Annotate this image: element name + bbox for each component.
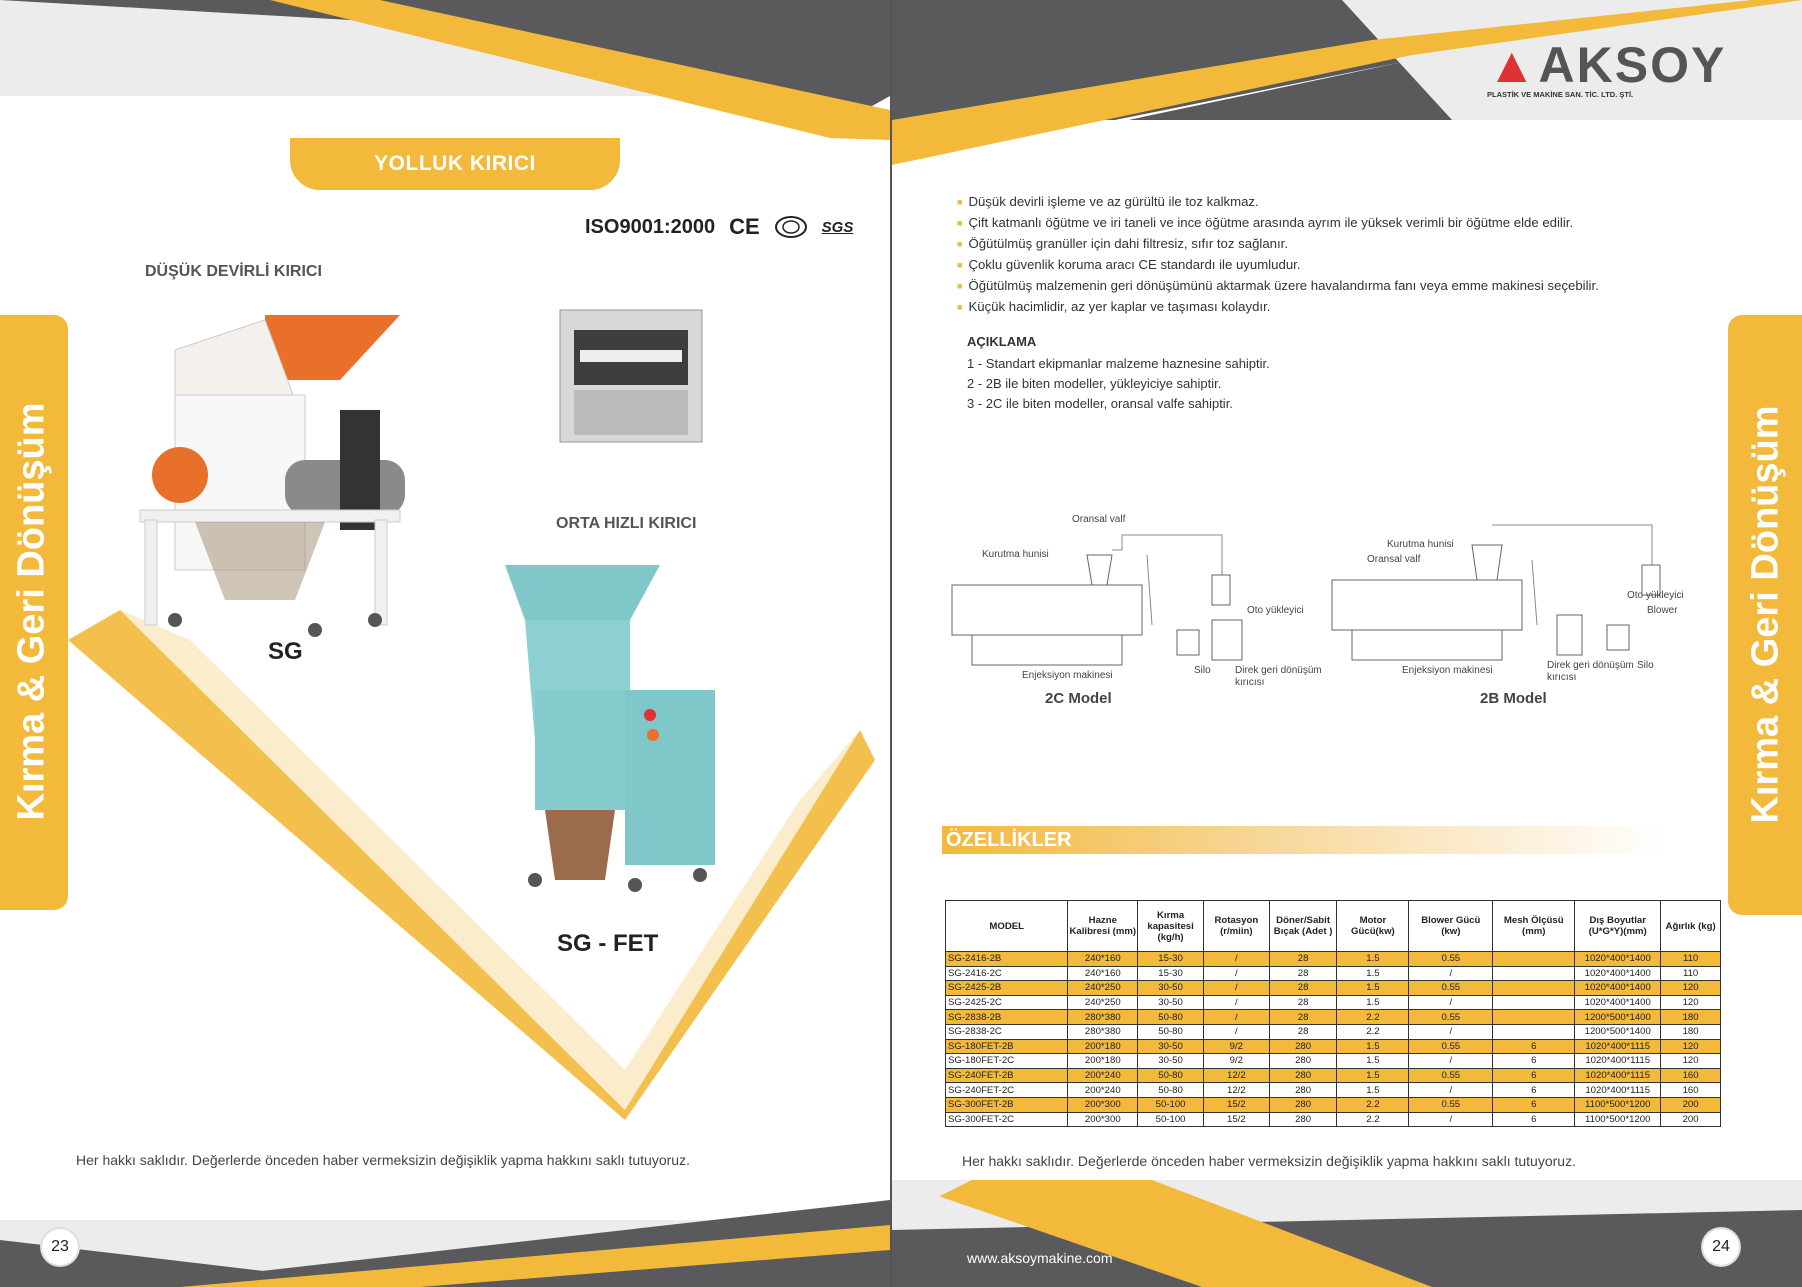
page-title: YOLLUK KIRICI [290, 138, 620, 190]
table-cell: 110 [1661, 966, 1721, 981]
ce-mark: CE [729, 214, 760, 239]
logo-name: AKSOY [1538, 37, 1727, 93]
table-cell: 12/2 [1203, 1068, 1269, 1083]
table-row [946, 952, 1721, 967]
table-cell [1493, 966, 1575, 981]
table-cell: 120 [1661, 995, 1721, 1010]
table-cell: 1020*400*1400 [1575, 966, 1661, 981]
th-model: MODEL [946, 901, 1068, 952]
table-cell: / [1409, 995, 1493, 1010]
table-cell: 1.5 [1337, 952, 1409, 967]
table-cell: 15-30 [1138, 966, 1204, 981]
table-cell: 2.2 [1337, 1024, 1409, 1039]
table-cell: 240*250 [1068, 981, 1138, 996]
table-row [946, 1083, 1721, 1098]
table-cell: 200*300 [1068, 1097, 1138, 1112]
table-cell: 6 [1493, 1039, 1575, 1054]
table-cell: 15-30 [1138, 952, 1204, 967]
table-cell: 280 [1269, 1112, 1337, 1127]
model-label-sgfet: SG - FET [557, 930, 659, 957]
table-cell: 1020*400*1115 [1575, 1039, 1661, 1054]
table-cell: 1200*500*1400 [1575, 1010, 1661, 1025]
diagram-2c [947, 505, 1322, 690]
left-page-decoration [0, 0, 890, 1287]
table-cell: 28 [1269, 1010, 1337, 1025]
right-side-band [1728, 315, 1802, 915]
left-footer-note: Her hakkı saklıdır. Değerlerde önceden haber vermeksizin değişiklik yapma hakkını saklı tutuyoruz. [76, 1152, 690, 1168]
diag2b-silo: Silo [1637, 660, 1654, 671]
table-cell: 120 [1661, 1039, 1721, 1054]
table-cell: SG-240FET-2C [946, 1083, 1068, 1098]
diag2c-oransal: Oransal valf [1072, 514, 1126, 525]
table-row [946, 1039, 1721, 1054]
table-cell: 160 [1661, 1083, 1721, 1098]
table-cell: 28 [1269, 995, 1337, 1010]
table-cell: 120 [1661, 981, 1721, 996]
logo-triangle-icon: ▲ [1487, 37, 1539, 93]
th-hazne: Hazne Kalibresi (mm) [1068, 901, 1138, 952]
table-cell: 280*380 [1068, 1010, 1138, 1025]
table-cell: 15/2 [1203, 1112, 1269, 1127]
table-cell: 6 [1493, 1097, 1575, 1112]
left-side-band [0, 315, 68, 910]
diag2c-silo: Silo [1194, 665, 1211, 676]
diag2c-oto: Oto yükleyici [1247, 605, 1304, 616]
table-cell: 50-80 [1138, 1010, 1204, 1025]
diag2c-enjeksiyon: Enjeksiyon makinesi [1022, 670, 1113, 681]
table-cell: 1.5 [1337, 981, 1409, 996]
table-cell: 0.55 [1409, 1097, 1493, 1112]
table-cell: SG-240FET-2B [946, 1068, 1068, 1083]
table-cell [1493, 952, 1575, 967]
table-header-row [946, 901, 1721, 952]
table-cell: 200*180 [1068, 1054, 1138, 1069]
table-cell: 1.5 [1337, 995, 1409, 1010]
table-cell: 1020*400*1400 [1575, 995, 1661, 1010]
diag2c-kurutma: Kurutma hunisi [982, 549, 1049, 560]
table-row [946, 995, 1721, 1010]
table-cell: 50-80 [1138, 1024, 1204, 1039]
sgfet-machine-image [505, 560, 720, 900]
table-cell: SG-2425-2C [946, 995, 1068, 1010]
table-cell: / [1203, 1024, 1269, 1039]
table-cell: 200 [1661, 1097, 1721, 1112]
table-cell: / [1409, 1024, 1493, 1039]
feature-item: ■ Düşük devirli işleme ve az gürültü ile toz kalkmaz. [957, 192, 1599, 213]
table-cell: 240*160 [1068, 952, 1138, 967]
table-cell: 6 [1493, 1083, 1575, 1098]
table-cell: / [1203, 952, 1269, 967]
table-cell: 0.55 [1409, 1010, 1493, 1025]
table-cell: 280 [1269, 1068, 1337, 1083]
table-row [946, 981, 1721, 996]
table-cell: 180 [1661, 1024, 1721, 1039]
table-cell: 120 [1661, 1054, 1721, 1069]
table-cell: 9/2 [1203, 1054, 1269, 1069]
table-cell: 280 [1269, 1097, 1337, 1112]
diag2b-oto: Oto yükleyici [1627, 590, 1684, 601]
table-cell: 0.55 [1409, 981, 1493, 996]
diag2b-enjeksiyon: Enjeksiyon makinesi [1402, 665, 1493, 676]
table-cell: SG-300FET-2B [946, 1097, 1068, 1112]
table-cell: SG-2416-2B [946, 952, 1068, 967]
table-cell: / [1203, 995, 1269, 1010]
spec-table-body [946, 952, 1721, 1127]
th-boyut: Dış Boyutlar (U*G*Y)(mm) [1575, 901, 1661, 952]
table-cell: 180 [1661, 1010, 1721, 1025]
table-cell: 1.5 [1337, 966, 1409, 981]
sgs-mark: SGS [821, 218, 854, 236]
table-cell: 200*240 [1068, 1068, 1138, 1083]
table-cell: 160 [1661, 1068, 1721, 1083]
table-cell: 280 [1269, 1083, 1337, 1098]
feature-item: ■ Öğütülmüş granüller için dahi filtresiz, sıfır toz sağlanır. [957, 234, 1599, 255]
table-cell: 50-80 [1138, 1083, 1204, 1098]
table-cell: SG-2416-2C [946, 966, 1068, 981]
table-cell: 200*240 [1068, 1083, 1138, 1098]
table-cell: 1100*500*1200 [1575, 1112, 1661, 1127]
table-cell: 2.2 [1337, 1112, 1409, 1127]
table-cell: 1020*400*1115 [1575, 1083, 1661, 1098]
th-agirlik: Ağırlık (kg) [1661, 901, 1721, 952]
label-low-speed: DÜŞÜK DEVİRLİ KIRICI [145, 263, 322, 280]
table-cell: / [1409, 1083, 1493, 1098]
page-number-right: 24 [1703, 1229, 1739, 1265]
table-cell: 15/2 [1203, 1097, 1269, 1112]
table-cell: 280 [1269, 1039, 1337, 1054]
spec-table [945, 900, 1721, 1127]
table-cell: 30-50 [1138, 1054, 1204, 1069]
logo-subtitle: PLASTİK VE MAKİNE SAN. TİC. LTD. ŞTİ. [1487, 90, 1634, 99]
table-cell [1493, 981, 1575, 996]
table-cell: 1020*400*1115 [1575, 1068, 1661, 1083]
diagram-2c-caption: 2C Model [1045, 690, 1112, 707]
table-cell: SG-300FET-2C [946, 1112, 1068, 1127]
table-row [946, 1010, 1721, 1025]
table-cell: SG-2838-2C [946, 1024, 1068, 1039]
table-cell: 28 [1269, 981, 1337, 996]
table-cell: 1100*500*1200 [1575, 1097, 1661, 1112]
table-row [946, 1112, 1721, 1127]
explanation-block [967, 332, 1270, 414]
cqc-icon [774, 215, 808, 239]
table-cell: 0.55 [1409, 952, 1493, 967]
left-page [0, 0, 890, 1287]
table-cell: 1020*400*1400 [1575, 952, 1661, 967]
feature-item: ■ Küçük hacimlidir, az yer kaplar ve taşıması kolaydır. [957, 297, 1599, 318]
table-cell: 30-50 [1138, 1039, 1204, 1054]
model-label-sg: SG [268, 638, 303, 665]
table-row [946, 1068, 1721, 1083]
table-cell: SG-180FET-2C [946, 1054, 1068, 1069]
explanation-title: AÇIKLAMA [967, 334, 1037, 349]
th-blower: Blower Gücü (kw) [1409, 901, 1493, 952]
table-row [946, 1097, 1721, 1112]
table-cell: 2.2 [1337, 1097, 1409, 1112]
table-cell [1493, 995, 1575, 1010]
table-cell [1493, 1010, 1575, 1025]
table-cell: / [1409, 1054, 1493, 1069]
table-cell: 9/2 [1203, 1039, 1269, 1054]
website-url[interactable]: www.aksoymakine.com [967, 1250, 1113, 1266]
blade-detail-image [560, 310, 702, 442]
diag2b-direk2: kırıcısı [1547, 672, 1577, 683]
certifications [585, 214, 853, 240]
right-footer-note: Her hakkı saklıdır. Değerlerde önceden haber vermeksizin değişiklik yapma hakkını saklı tutuyoruz. [962, 1153, 1576, 1169]
th-kirma: Kırma kapasitesi (kg/h) [1138, 901, 1204, 952]
diag2b-blower: Blower [1647, 605, 1678, 616]
table-cell: 1200*500*1400 [1575, 1024, 1661, 1039]
th-rotasyon: Rotasyon (r/miin) [1203, 901, 1269, 952]
table-cell: 1020*400*1115 [1575, 1054, 1661, 1069]
explanation-item: 3 - 2C ile biten modeller, oransal valfe sahiptir. [967, 396, 1233, 411]
diag2b-oransal: Oransal valf [1367, 554, 1421, 565]
table-cell: SG-180FET-2B [946, 1039, 1068, 1054]
table-cell: / [1409, 1112, 1493, 1127]
diag2b-kurutma: Kurutma hunisi [1387, 539, 1454, 550]
table-row [946, 966, 1721, 981]
table-cell: 1.5 [1337, 1039, 1409, 1054]
table-cell: 1.5 [1337, 1068, 1409, 1083]
table-cell: 280 [1269, 1054, 1337, 1069]
page-number-left: 23 [42, 1229, 78, 1265]
table-cell: 50-100 [1138, 1112, 1204, 1127]
table-cell [1493, 1024, 1575, 1039]
table-row [946, 1054, 1721, 1069]
table-cell: 0.55 [1409, 1039, 1493, 1054]
table-cell: 0.55 [1409, 1068, 1493, 1083]
table-cell: / [1203, 966, 1269, 981]
table-cell: 30-50 [1138, 995, 1204, 1010]
table-cell: 2.2 [1337, 1010, 1409, 1025]
table-cell: / [1203, 981, 1269, 996]
table-cell: / [1203, 1010, 1269, 1025]
diag2c-direk2: kırıcısı [1235, 677, 1265, 688]
th-motor: Motor Gücü(kw) [1337, 901, 1409, 952]
table-cell: 6 [1493, 1054, 1575, 1069]
feature-list [957, 192, 1599, 318]
table-cell: 50-100 [1138, 1097, 1204, 1112]
table-cell: 1.5 [1337, 1054, 1409, 1069]
diag2b-direk1: Direk geri dönüşüm [1547, 660, 1634, 671]
left-side-text: Kırma & Geri Dönüşüm [10, 402, 53, 821]
table-cell: 6 [1493, 1112, 1575, 1127]
table-cell: SG-2425-2B [946, 981, 1068, 996]
feature-item: ■ Çoklu güvenlik koruma aracı CE standardı ile uyumludur. [957, 255, 1599, 276]
sg-machine-image [135, 310, 425, 640]
right-page [890, 0, 1802, 1287]
explanation-item: 1 - Standart ekipmanlar malzeme haznesine sahiptir. [967, 356, 1270, 371]
explanation-item: 2 - 2B ile biten modeller, yükleyiciye sahiptir. [967, 376, 1222, 391]
company-logo [1487, 37, 1727, 99]
table-cell: 240*160 [1068, 966, 1138, 981]
th-bicak: Döner/Sabit Bıçak (Adet ) [1269, 901, 1337, 952]
table-cell: 6 [1493, 1068, 1575, 1083]
table-cell: 200*180 [1068, 1039, 1138, 1054]
table-cell: SG-2838-2B [946, 1010, 1068, 1025]
table-cell: 12/2 [1203, 1083, 1269, 1098]
table-cell: 200 [1661, 1112, 1721, 1127]
features-header: ÖZELLİKLER [942, 826, 1666, 854]
table-cell: 200*300 [1068, 1112, 1138, 1127]
iso-cert: ISO9001:2000 [585, 215, 716, 238]
table-cell: 1020*400*1400 [1575, 981, 1661, 996]
table-cell: 50-80 [1138, 1068, 1204, 1083]
table-cell: 30-50 [1138, 981, 1204, 996]
table-cell: 28 [1269, 966, 1337, 981]
label-mid-speed: ORTA HIZLI KIRICI [556, 515, 697, 532]
table-cell: 28 [1269, 952, 1337, 967]
th-mesh: Mesh Ölçüsü (mm) [1493, 901, 1575, 952]
feature-item: ■ Öğütülmüş malzemenin geri dönüşümünü aktarmak üzere havalandırma fanı veya emme makinesi seçebilir. [957, 276, 1599, 297]
table-cell: / [1409, 966, 1493, 981]
right-side-text: Kırma & Geri Dönüşüm [1744, 405, 1787, 824]
table-cell: 240*250 [1068, 995, 1138, 1010]
table-cell: 1.5 [1337, 1083, 1409, 1098]
diagram-2b-caption: 2B Model [1480, 690, 1547, 707]
table-row [946, 1024, 1721, 1039]
table-cell: 110 [1661, 952, 1721, 967]
table-cell: 280*380 [1068, 1024, 1138, 1039]
feature-item: ■ Çift katmanlı öğütme ve iri taneli ve ince öğütme arasında ayrım ile yüksek verimli bir öğütme elde edilir. [957, 213, 1599, 234]
diag2c-direk1: Direk geri dönüşüm [1235, 665, 1322, 676]
table-cell: 28 [1269, 1024, 1337, 1039]
diagram-2b [1322, 505, 1702, 690]
